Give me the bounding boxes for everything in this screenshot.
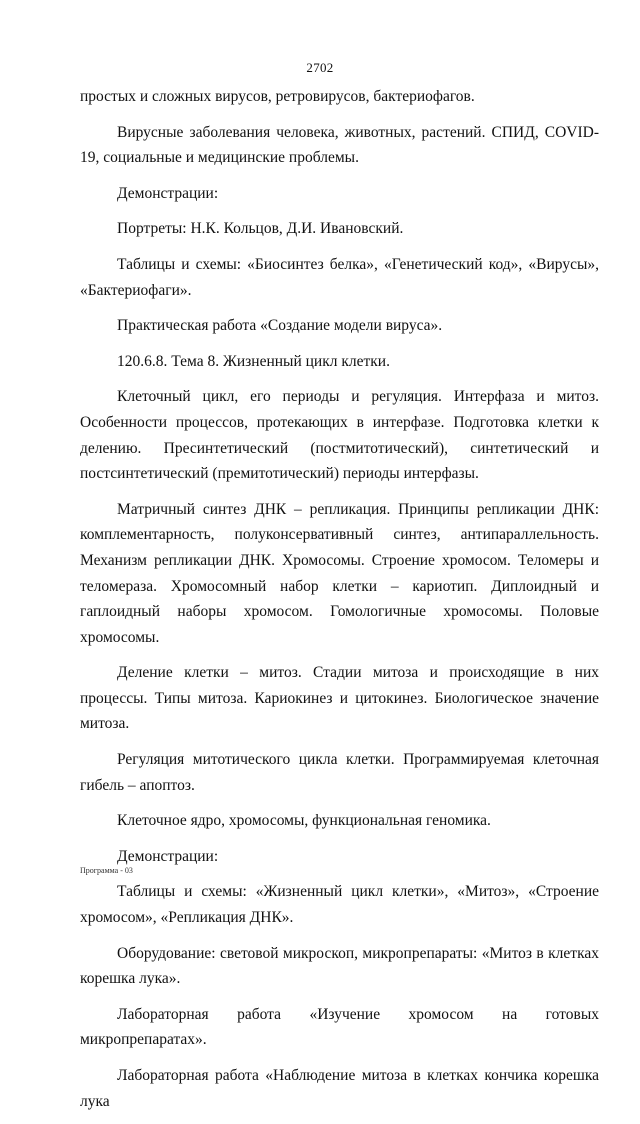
section-heading: 120.6.8. Тема 8. Жизненный цикл клетки.	[117, 352, 390, 370]
paragraph: Вирусные заболевания человека, животных, растений. СПИД, COVID-19, социальные и медицинские проблемы.	[80, 123, 599, 167]
paragraph: Клеточный цикл, его периоды и регуляция. Интерфаза и митоз. Особенности процессов, протекающих в интерфазе. Подготовка клетки к делению. Пресинтетический (постмитотический), синтетический и постсинтетический (премитотический) периоды интерфазы.	[80, 388, 599, 483]
paragraph: Демонстрации:	[117, 847, 219, 865]
paragraph: Таблицы и схемы: «Биосинтез белка», «Генетический код», «Вирусы», «Бактериофаги».	[80, 255, 599, 299]
document-body	[80, 84, 599, 1124]
paragraph: Лабораторная работа «Изучение хромосом на готовых микропрепаратах».	[80, 1005, 599, 1049]
paragraph: Клеточное ядро, хромосомы, функциональная геномика.	[117, 812, 491, 830]
paragraph: Демонстрации:	[117, 184, 219, 202]
paragraph: простых и сложных вирусов, ретровирусов, бактериофагов.	[80, 88, 475, 105]
paragraph: Оборудование: световой микроскоп, микропрепараты: «Митоз в клетках корешка лука».	[80, 944, 599, 988]
paragraph: Таблицы и схемы: «Жизненный цикл клетки», «Митоз», «Строение хромосом», «Репликация ДНК».	[80, 883, 599, 927]
paragraph: Деление клетки – митоз. Стадии митоза и происходящие в них процессы. Типы митоза. Кариокинез и цитокинез. Биологическое значение митоза.	[80, 664, 599, 733]
footer-label: Программа - 03	[80, 866, 133, 875]
paragraph: Матричный синтез ДНК – репликация. Принципы репликации ДНК: комплементарность, полуконсервативный синтез, антипараллельность. Механизм репликации ДНК. Хромосомы. Строение хромосом. Теломеры и теломераза. Хромосомный набор клетки – кариотип. Диплоидный и гаплоидный наборы хромосом. Гомологичные хромосомы. Половые хромосомы.	[80, 500, 599, 646]
paragraph: Регуляция митотического цикла клетки. Программируемая клеточная гибель – апоптоз.	[80, 751, 599, 794]
paragraph: Практическая работа «Создание модели вируса».	[117, 317, 443, 335]
page-number: 2702	[306, 60, 334, 75]
paragraph: Портреты: Н.К. Кольцов, Д.И. Ивановский.	[117, 220, 404, 238]
paragraph: Лабораторная работа «Наблюдение митоза в клетках кончика корешка лука	[80, 1067, 599, 1110]
